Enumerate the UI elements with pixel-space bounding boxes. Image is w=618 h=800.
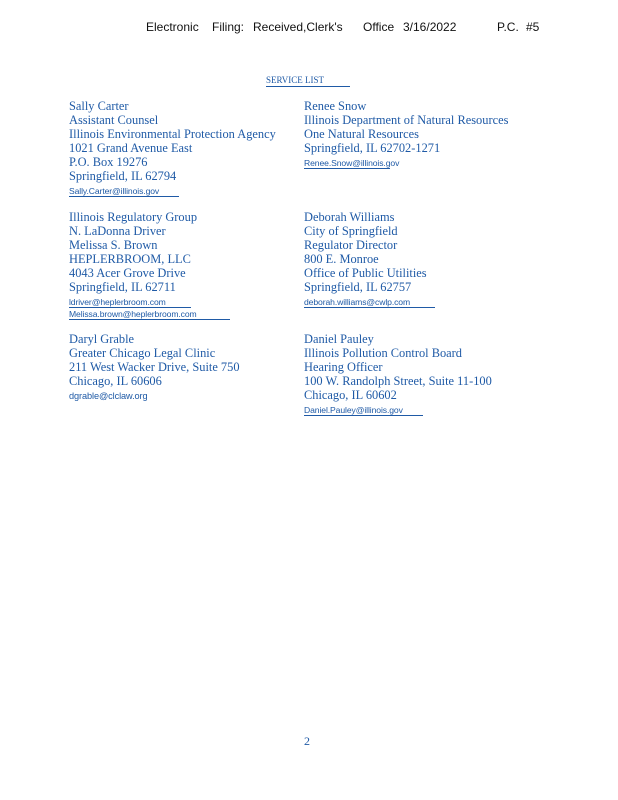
email-link[interactable]: Renee.Snow@illinois.gov bbox=[304, 158, 400, 168]
service-entry-renee-snow bbox=[304, 99, 508, 167]
entry-line: Springfield, IL 62757 bbox=[304, 280, 412, 294]
entry-line: 4043 Acer Grove Drive bbox=[69, 266, 186, 280]
entry-line: Illinois Department of Natural Resources bbox=[304, 113, 509, 127]
entry-line: One Natural Resources bbox=[304, 127, 419, 141]
entry-line: Daniel Pauley bbox=[304, 332, 374, 346]
service-entry-illinois-regulatory-group bbox=[69, 210, 230, 318]
entry-line: 211 West Wacker Drive, Suite 750 bbox=[69, 360, 240, 374]
entry-line: Assistant Counsel bbox=[69, 113, 159, 127]
email-link[interactable]: Melissa.brown@heplerbroom.com bbox=[69, 309, 230, 320]
header-electronic: Electronic bbox=[146, 20, 199, 34]
entry-line: Illinois Environmental Protection Agency bbox=[69, 127, 276, 141]
service-entry-daniel-pauley bbox=[304, 332, 492, 414]
entry-line: 800 E. Monroe bbox=[304, 252, 379, 266]
entry-line: Springfield, IL 62702-1271 bbox=[304, 141, 441, 155]
email-link[interactable]: deborah.williams@cwlp.com bbox=[304, 297, 435, 308]
entry-line: Chicago, IL 60602 bbox=[304, 388, 397, 402]
entry-line: P.O. Box 19276 bbox=[69, 155, 148, 169]
entry-line: N. LaDonna Driver bbox=[69, 224, 166, 238]
email-link[interactable]: Daniel.Pauley@illinois.gov bbox=[304, 405, 423, 416]
email-link[interactable]: ldriver@heplerbroom.com bbox=[69, 297, 191, 308]
header-date: 3/16/2022 bbox=[403, 20, 457, 34]
header-received: Received,Clerk's bbox=[253, 20, 343, 34]
entry-line: HEPLERBROOM, LLC bbox=[69, 252, 191, 266]
entry-line: Sally Carter bbox=[69, 99, 129, 113]
entry-line: Office of Public Utilities bbox=[304, 266, 427, 280]
entry-line: 100 W. Randolph Street, Suite 11-100 bbox=[304, 374, 492, 388]
page-number: 2 bbox=[304, 734, 310, 748]
service-entry-sally-carter bbox=[69, 99, 276, 195]
entry-line: Deborah Williams bbox=[304, 210, 395, 224]
entry-line: Renee Snow bbox=[304, 99, 367, 113]
header-office: Office bbox=[363, 20, 395, 34]
entry-line: Chicago, IL 60606 bbox=[69, 374, 162, 388]
entry-line: Hearing Officer bbox=[304, 360, 383, 374]
entry-line: Greater Chicago Legal Clinic bbox=[69, 346, 216, 360]
entry-line: City of Springfield bbox=[304, 224, 398, 238]
service-entry-daryl-grable bbox=[69, 332, 240, 400]
header-pc-number: #5 bbox=[526, 20, 540, 34]
entry-line: Daryl Grable bbox=[69, 332, 135, 346]
entry-line: Springfield, IL 62794 bbox=[69, 169, 177, 183]
service-entry-deborah-williams bbox=[304, 210, 435, 306]
entry-line: 1021 Grand Avenue East bbox=[69, 141, 193, 155]
service-list-title: SERVICE LIST bbox=[266, 75, 350, 87]
email-link[interactable]: dgrable@clclaw.org bbox=[69, 391, 148, 401]
email-link[interactable]: Sally.Carter@illinois.gov bbox=[69, 186, 179, 197]
entry-line: Springfield, IL 62711 bbox=[69, 280, 176, 294]
entry-line: Melissa S. Brown bbox=[69, 238, 158, 252]
entry-line: Illinois Pollution Control Board bbox=[304, 346, 462, 360]
header-pc: P.C. bbox=[497, 20, 519, 34]
entry-line: Illinois Regulatory Group bbox=[69, 210, 198, 224]
filing-header bbox=[0, 20, 618, 36]
entry-line: Regulator Director bbox=[304, 238, 398, 252]
header-filing: Filing: bbox=[212, 20, 245, 34]
